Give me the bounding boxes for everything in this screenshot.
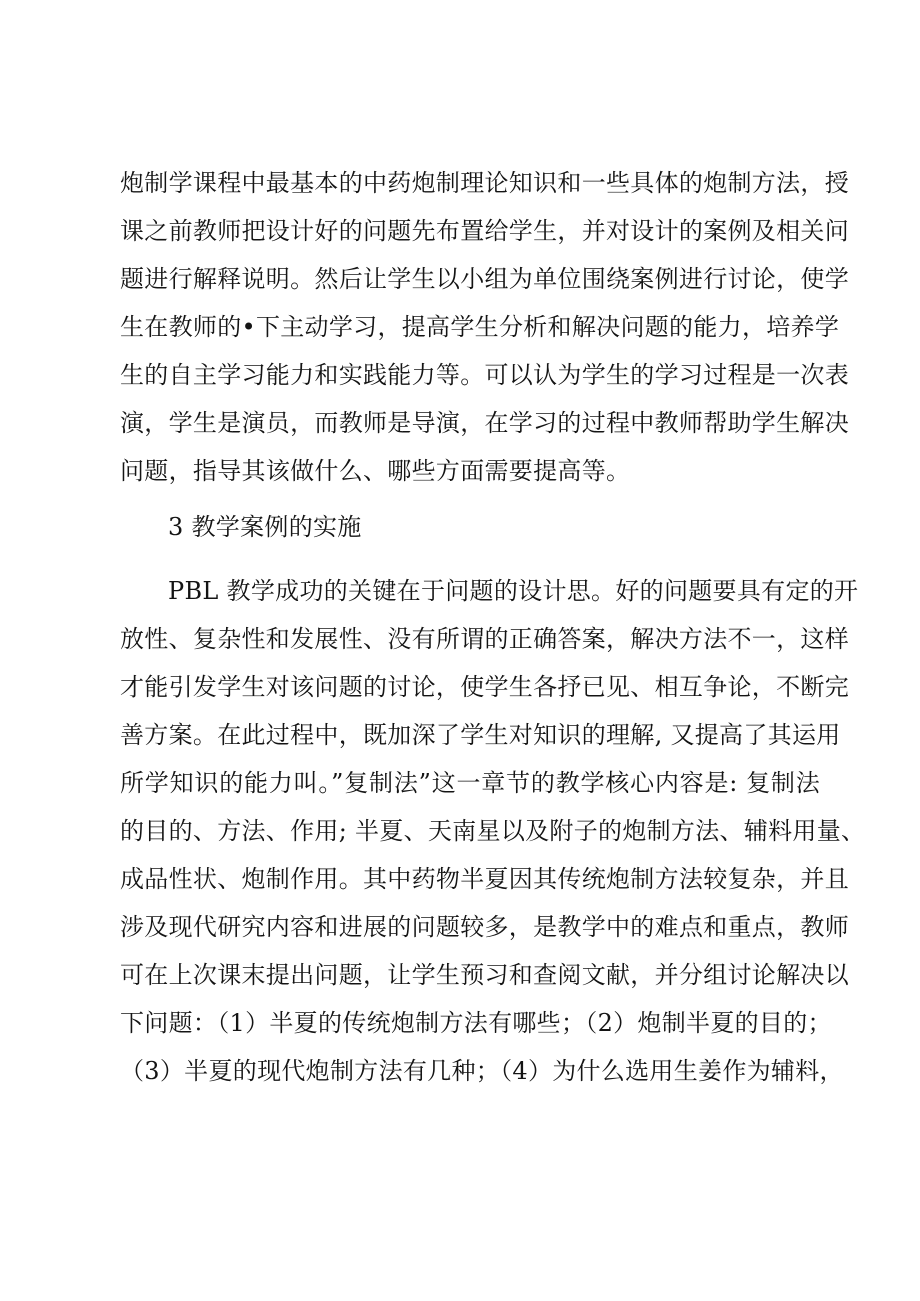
- text-line: 所学知识的能力叫。”复制法”这一章节的教学核心内容是: 复制法: [120, 769, 820, 797]
- text-line: 演，学生是演员，而教师是导演，在学习的过程中教师帮助学生解决: [120, 409, 849, 437]
- text-line: 生在教师的•下主动学习，提高学生分析和解决问题的能力，培养学: [120, 313, 840, 341]
- text-line: 炮制学课程中最基本的中药炮制理论知识和一些具体的炮制方法，授: [120, 169, 849, 197]
- text-line: 放性、复杂性和发展性、没有所谓的正确答案，解决方法不一，这样: [120, 625, 849, 653]
- section-heading: 3 教学案例的实施: [168, 513, 362, 541]
- text-line: 题进行解释说明。然后让学生以小组为单位围绕案例进行讨论，使学: [120, 265, 849, 293]
- text-line: 问题，指导其该做什么、哪些方面需要提高等。: [120, 457, 631, 485]
- text-line: 成品性状、炮制作用。其中药物半夏因其传统炮制方法较复杂，并且: [120, 865, 849, 893]
- text-line: 下问题：（1）半夏的传统炮制方法有哪些；（2）炮制半夏的目的；: [120, 1009, 832, 1037]
- text-line: 课之前教师把设计好的问题先布置给学生，并对设计的案例及相关问: [120, 217, 849, 245]
- text-line: 生的自主学习能力和实践能力等。可以认为学生的学习过程是一次表: [120, 361, 849, 389]
- text-line: 的目的、方法、作用; 半夏、天南星以及附子的炮制方法、辅料用量、: [120, 817, 866, 845]
- text-line: 善方案。在此过程中，既加深了学生对知识的理解, 又提高了其运用: [120, 721, 841, 749]
- text-line: （3）半夏的现代炮制方法有几种；（4）为什么选用生姜作为辅料，: [120, 1057, 844, 1085]
- text-line: 涉及现代研究内容和进展的问题较多，是教学中的难点和重点，教师: [120, 913, 849, 941]
- text-line: 可在上次课末提出问题，让学生预习和查阅文献，并分组讨论解决以: [120, 961, 849, 989]
- text-line: PBL 教学成功的关键在于问题的设计思。好的问题要具有定的开: [168, 577, 859, 605]
- text-line: 才能引发学生对该问题的讨论，使学生各抒已见、相互争论，不断完: [120, 673, 849, 701]
